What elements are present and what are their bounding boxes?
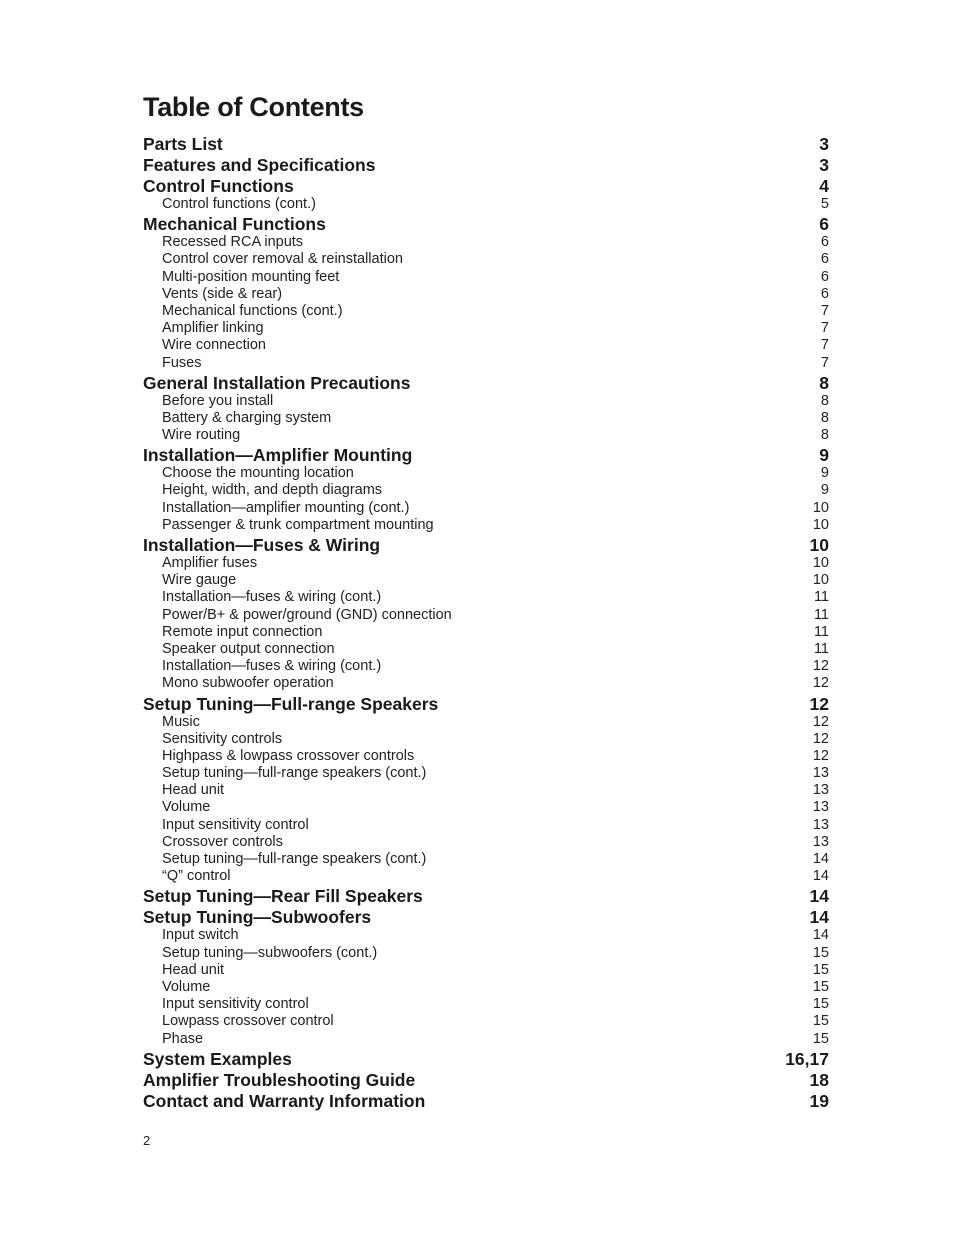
toc-entry-label: Crossover controls (162, 833, 283, 850)
toc-subsection-entry[interactable] (143, 355, 829, 372)
toc-entry-page: 14 (809, 886, 829, 907)
toc-entry-label: Control cover removal & reinstallation (162, 251, 403, 268)
toc-entry-label: Volume (162, 978, 211, 995)
toc-entry-page: 11 (813, 640, 829, 657)
toc-subsection-entry[interactable] (143, 1013, 829, 1030)
toc-section-entry[interactable] (143, 694, 829, 714)
toc-entry-label: Power/B+ & power/ground (GND) connection (162, 606, 452, 623)
toc-subsection-entry[interactable] (143, 765, 829, 782)
toc-entry-page: 6 (820, 251, 829, 268)
toc-entry-label: Wire connection (162, 337, 266, 354)
toc-entry-label: Remote input connection (162, 623, 323, 640)
toc-entry-page: 11 (813, 623, 829, 640)
toc-subsection-entry[interactable] (143, 979, 829, 996)
toc-subsection-entry[interactable] (143, 555, 829, 572)
toc-entry-page: 15 (812, 1013, 829, 1030)
toc-entry-label: Setup Tuning—Rear Fill Speakers (143, 886, 423, 907)
toc-entry-page: 12 (812, 675, 829, 692)
toc-subsection-entry[interactable] (143, 337, 829, 354)
toc-entry-label: Vents (side & rear) (162, 285, 283, 302)
toc-entry-label: Input switch (162, 927, 239, 944)
toc-subsection-entry[interactable] (143, 500, 829, 517)
toc-entry-page: 14 (812, 851, 829, 867)
toc-entry-label: Contact and Warranty Information (143, 1090, 426, 1111)
toc-entry-page: 6 (820, 234, 829, 251)
toc-subsection-entry[interactable] (143, 817, 829, 834)
toc-entry-label: Lowpass crossover control (162, 1013, 334, 1030)
toc-entry-page: 19 (809, 1090, 829, 1111)
toc-entry-label: System Examples (143, 1048, 292, 1069)
toc-subsection-entry[interactable] (143, 658, 829, 675)
toc-entry-page: 8 (820, 409, 829, 426)
toc-entry-label: Choose the mounting location (162, 465, 354, 482)
toc-entry-label: Battery & charging system (162, 409, 332, 426)
toc-entry-label: Head unit (162, 961, 225, 978)
toc-entry-page: 15 (812, 944, 829, 961)
toc-entry-label: Sensitivity controls (162, 730, 283, 747)
toc-subsection-entry[interactable] (143, 799, 829, 816)
toc-subsection-entry[interactable] (143, 996, 829, 1013)
toc-section-entry[interactable] (143, 134, 829, 154)
toc-entry-label: Passenger & trunk compartment mounting (162, 516, 434, 533)
toc-subsection-entry[interactable] (143, 303, 829, 320)
toc-entry-page: 7 (820, 320, 829, 337)
toc-section-entry[interactable] (143, 1070, 829, 1090)
toc-subsection-entry[interactable] (143, 589, 829, 606)
toc-entry-page: 12 (809, 693, 829, 714)
toc-entry-page: 10 (809, 535, 829, 555)
toc-section-entry[interactable] (143, 907, 829, 927)
toc-entry-page: 5 (820, 196, 829, 212)
toc-entry-label: Features and Specifications (143, 155, 376, 175)
toc-entry-label: Mono subwoofer operation (162, 675, 334, 692)
toc-entry-page: 7 (820, 302, 829, 319)
toc-entry-page: 12 (812, 730, 829, 747)
toc-entry-label: Input sensitivity control (162, 816, 309, 833)
toc-subsection-entry[interactable] (143, 269, 829, 286)
toc-entry-page: 13 (812, 816, 829, 833)
toc-entry-page: 11 (813, 589, 829, 606)
toc-entry-label: Fuses (162, 354, 202, 371)
toc-entry-page: 6 (820, 285, 829, 302)
toc-subsection-entry[interactable] (143, 572, 829, 589)
toc-entry-page: 6 (820, 268, 829, 285)
toc-subsection-entry[interactable] (143, 868, 829, 885)
toc-subsection-entry[interactable] (143, 607, 829, 624)
toc-entry-page: 14 (809, 907, 829, 928)
toc-entry-page: 8 (820, 392, 829, 409)
toc-section-entry[interactable] (143, 373, 829, 393)
toc-entry-page: 10 (812, 499, 829, 516)
toc-subsection-entry[interactable] (143, 196, 829, 213)
toc-entry-label: Recessed RCA inputs (162, 234, 304, 251)
toc-entry-page: 14 (812, 868, 829, 885)
toc-entry-page: 15 (812, 961, 829, 978)
toc-entry-page: 16,17 (785, 1048, 829, 1069)
toc-entry-page: 13 (812, 799, 829, 816)
toc-subsection-entry[interactable] (143, 234, 829, 251)
toc-entry-label: Control Functions (143, 176, 294, 196)
toc-entry-page: 18 (809, 1069, 829, 1090)
toc-entry-page: 12 (812, 713, 829, 730)
toc-entry-label: Wire gauge (162, 572, 237, 589)
toc-entry-label: Installation—Fuses & Wiring (143, 535, 381, 555)
toc-entry-page: 13 (812, 782, 829, 799)
toc-entry-page: 13 (812, 833, 829, 850)
toc-subsection-entry[interactable] (143, 834, 829, 851)
toc-subsection-entry[interactable] (143, 851, 829, 868)
toc-subsection-entry[interactable] (143, 641, 829, 658)
toc-section-entry[interactable] (143, 1091, 829, 1111)
toc-entry-label: Wire routing (162, 427, 241, 444)
toc-subsection-entry[interactable] (143, 714, 829, 731)
toc-entry-page: 3 (819, 134, 829, 154)
toc-subsection-entry[interactable] (143, 782, 829, 799)
toc-entry-page: 14 (812, 927, 829, 944)
toc-entry-label: Before you install (162, 392, 274, 409)
toc-subsection-entry[interactable] (143, 251, 829, 268)
toc-subsection-entry[interactable] (143, 1031, 829, 1048)
toc-entry-page: 12 (812, 747, 829, 764)
toc-subsection-entry[interactable] (143, 320, 829, 337)
toc-entry-label: Setup Tuning—Full-range Speakers (143, 693, 439, 714)
toc-entry-label: General Installation Precautions (143, 372, 411, 393)
toc-subsection-entry[interactable] (143, 482, 829, 499)
toc-entry-label: “Q” control (162, 868, 231, 885)
toc-entry-label: Installation—Amplifier Mounting (143, 445, 413, 466)
toc-entry-label: Amplifier Troubleshooting Guide (143, 1069, 416, 1090)
toc-subsection-entry[interactable] (143, 748, 829, 765)
toc-entry-page: 15 (812, 978, 829, 995)
toc-entry-label: Music (162, 713, 200, 730)
toc-section-entry[interactable] (143, 155, 829, 175)
toc-section-entry[interactable] (143, 535, 829, 555)
toc-entry-label: Head unit (162, 782, 225, 799)
toc-entry-label: Parts List (143, 134, 223, 154)
toc-section-entry[interactable] (143, 176, 829, 196)
toc-subsection-entry[interactable] (143, 624, 829, 641)
toc-subsection-entry[interactable] (143, 465, 829, 482)
toc-entry-label: Mechanical functions (cont.) (162, 302, 343, 319)
toc-entry-page: 7 (820, 337, 829, 354)
toc-entry-page: 13 (812, 765, 829, 782)
page-title: Table of Contents (143, 92, 364, 122)
toc-entry-label: Volume (162, 799, 211, 816)
toc-entry-label: Setup tuning—full-range speakers (cont.) (162, 765, 427, 782)
toc-subsection-entry[interactable] (143, 410, 829, 427)
toc-section-entry[interactable] (143, 886, 829, 906)
toc-section-entry[interactable] (143, 445, 829, 465)
toc-subsection-entry[interactable] (143, 286, 829, 303)
toc-entry-page: 9 (819, 445, 829, 466)
toc-entry-page: 3 (819, 155, 829, 175)
toc-entry-page: 10 (812, 555, 829, 571)
toc-entry-page: 6 (819, 214, 829, 235)
toc-entry-label: Mechanical Functions (143, 214, 326, 235)
toc-subsection-entry[interactable] (143, 731, 829, 748)
toc-entry-label: Installation—amplifier mounting (cont.) (162, 499, 410, 516)
toc-entry-page: 15 (812, 996, 829, 1013)
toc-entry-label: Installation—fuses & wiring (cont.) (162, 658, 382, 675)
toc-entry-label: Multi-position mounting feet (162, 268, 340, 285)
toc-entry-label: Height, width, and depth diagrams (162, 482, 383, 499)
toc-subsection-entry[interactable] (143, 962, 829, 979)
toc-subsection-entry[interactable] (143, 427, 829, 444)
toc-entry-page: 12 (812, 658, 829, 675)
toc-section-entry[interactable] (143, 1049, 829, 1069)
toc-subsection-entry[interactable] (143, 517, 829, 534)
toc-entry-page: 15 (812, 1030, 829, 1047)
toc-entry-page: 4 (819, 176, 829, 196)
toc-entry-label: Control functions (cont.) (162, 196, 316, 212)
toc-entry-page: 10 (812, 572, 829, 589)
toc-section-entry[interactable] (143, 214, 829, 234)
toc-entry-page: 11 (813, 606, 829, 623)
toc-entry-page: 8 (819, 372, 829, 393)
toc-entry-page: 7 (820, 354, 829, 371)
toc-entry-label: Setup tuning—subwoofers (cont.) (162, 944, 378, 961)
toc-entry-label: Setup Tuning—Subwoofers (143, 907, 372, 928)
toc-subsection-entry[interactable] (143, 675, 829, 692)
toc-entry-label: Installation—fuses & wiring (cont.) (162, 589, 382, 606)
toc-subsection-entry[interactable] (143, 927, 829, 944)
toc-entry-label: Input sensitivity control (162, 996, 309, 1013)
toc-entry-page: 8 (820, 427, 829, 444)
toc-entry-label: Phase (162, 1030, 204, 1047)
toc-entry-label: Speaker output connection (162, 640, 335, 657)
toc-entry-label: Amplifier fuses (162, 555, 258, 571)
toc-entry-page: 9 (820, 482, 829, 499)
table-of-contents (143, 134, 829, 1111)
toc-entry-label: Highpass & lowpass crossover controls (162, 747, 415, 764)
toc-entry-page: 10 (812, 516, 829, 533)
toc-entry-label: Amplifier linking (162, 320, 264, 337)
toc-entry-label: Setup tuning—full-range speakers (cont.) (162, 851, 427, 867)
page-number: 2 (143, 1133, 151, 1148)
toc-entry-page: 9 (820, 465, 829, 482)
toc-subsection-entry[interactable] (143, 945, 829, 962)
toc-subsection-entry[interactable] (143, 393, 829, 410)
